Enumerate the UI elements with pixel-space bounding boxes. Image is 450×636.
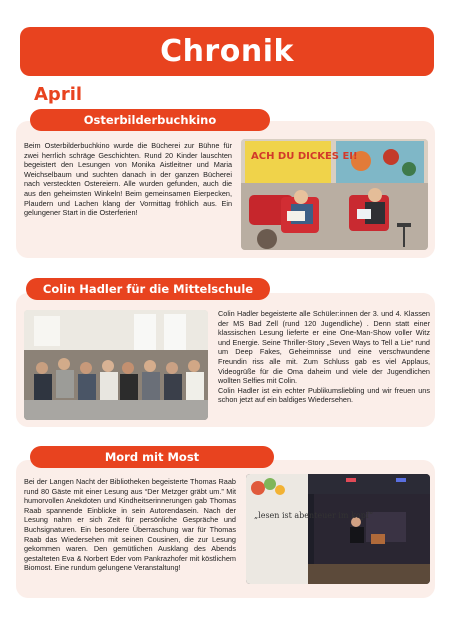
book-cover-title: ACH DU DICKES EI!	[251, 151, 358, 162]
section-text-osterbilderbuchkino: Beim Osterbilderbuchkino wurde die Bücherei zur Bühne für zwei herrlich schräge Geschichten. Rund 20 Kinder lauschten begeistert den Lesungen von Monika Aistleitner und Maria Weichselbaum und suchten danach in der ganzen Bücherei nach versteckten Ostereiern. Alle wurden gefunden, auch die aus den geheimsten Winkeln! Beim gemeinsamen Eierpecken, Plaudern und Lachen klang der Vormittag fröhlich aus. Ein gelungener Start in die Osterferien!	[24, 141, 232, 218]
month-heading: April	[34, 84, 83, 105]
section-title-mord-mit-most: Mord mit Most	[30, 446, 274, 468]
section-title-colin-hadler: Colin Hadler für die Mittelschule	[26, 278, 270, 300]
section-title-osterbilderbuchkino: Osterbilderbuchkino	[30, 109, 270, 131]
osterbilderbuchkino-photo	[241, 139, 428, 250]
section-text-colin-hadler: Colin Hadler begeisterte alle Schüler:innen der 3. und 4. Klassen der MS Bad Zell (rund 120 Jugendliche) . Denn statt einer klassischen Lesung lieferte er eine One-Man-Show voller Witz und Energie. Seine Thriller-Story „Seven Ways to Tell a Lie“ rund um Deep Fakes, Geheimnisse und eine verschwundene Freundin riss alle mit. Zum Schluss gab es viel Applaus, Videogrüße für die Oma daheim und viele der Jugendlichen wollten Selfies mit Colin. Colin Hadler ist ein echter Publikumsliebling und wir freuen uns schon jetzt auf ein baldiges Wiedersehen.	[218, 309, 430, 405]
section-text-mord-mit-most: Bei der Langen Nacht der Bibliotheken begeisterte Thomas Raab rund 80 Gäste mit einer Lesung aus “Der Metzger gräbt um.” Mit humorvollen Anekdoten und Kindheitserinnerungen gab Thomas Raab spannende Einblicke in sein Autorendasein. Nach der Lesung nahm er sich Zeit für persönliche Gespräche und Buchsignaturen. Ein besondere Überraschung war für Thomas Raab das Wiedersehen mit seinen Cousinen, die zur Lesung gekommen waren. Den gemütlichen Ausklang des Abends gestalteten Eva & Norbert Eder vom Pankrazhofer mit köstlichem Biomost. Eine rundum gelungene Veranstaltung!	[24, 477, 236, 573]
page-title-bar	[20, 27, 434, 76]
banner-text: „lesen ist abenteuer im kopf“	[254, 511, 374, 520]
mord-mit-most-photo	[246, 474, 430, 584]
page-title: Chronik	[160, 34, 294, 69]
colin-hadler-photo	[24, 310, 208, 420]
